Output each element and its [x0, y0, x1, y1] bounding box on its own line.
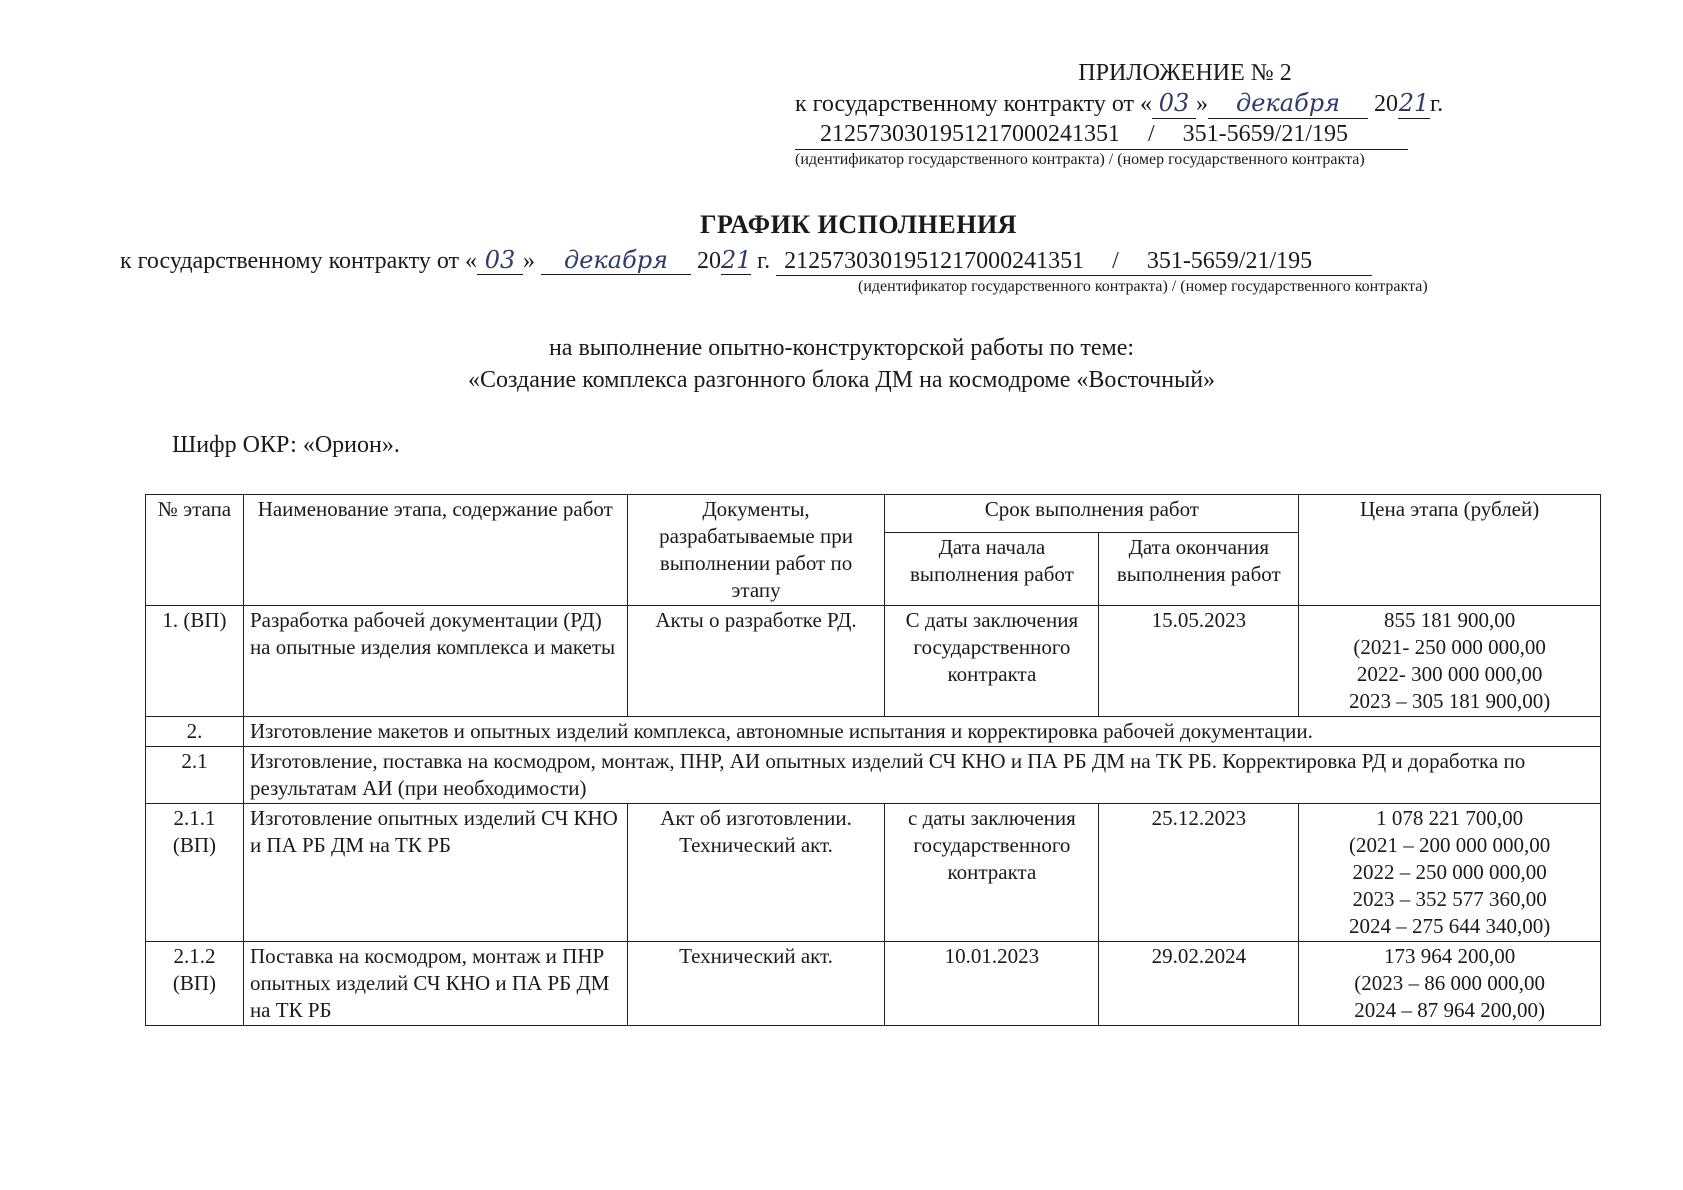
- header-price: Цена этапа (рублей): [1299, 495, 1601, 606]
- schedule-contract-id: 212573030195121700024135​1: [784, 248, 1085, 274]
- schedule-year-handwritten: 21: [721, 246, 752, 274]
- stage-end-date: 29.02.2024: [1099, 942, 1299, 1026]
- appendix-month-handwritten: декабря: [1208, 88, 1368, 119]
- schedule-contract-reference: [120, 246, 1372, 276]
- stage-end-date: 25.12.2023: [1099, 804, 1299, 942]
- okr-cipher: Шифр ОКР: «Орион».: [172, 432, 400, 458]
- schedule-separator: /: [1112, 248, 1119, 274]
- header-stage-name: Наименование этапа, содержание работ: [243, 495, 627, 606]
- schedule-contract-ids: [776, 248, 1372, 276]
- section-number: 2.: [146, 717, 244, 747]
- price-breakdown-line: (2023 – 86 000 000,00: [1354, 971, 1545, 995]
- stage-number: 1. (ВП): [146, 606, 244, 717]
- table-row: [146, 606, 1601, 717]
- price-total: 855 181 900,00: [1384, 608, 1516, 632]
- table-row: [146, 942, 1601, 1026]
- price-breakdown-line: (2021- 250 000 000,00: [1353, 635, 1546, 659]
- stage-name: Изготовление опытных изделий СЧ КНО и ПА РБ ДМ на ТК РБ: [243, 804, 627, 942]
- topic-line-2: «Создание комплекса разгонного блока ДМ на космодроме «Восточный»: [467, 367, 1216, 393]
- header-start-date: Дата начала выполнения работ: [885, 533, 1099, 606]
- stage-number: 2.1.2 (ВП): [146, 942, 244, 1026]
- topic-line-1: на выполнение опытно-конструкторской работы по теме:: [548, 335, 1135, 361]
- appendix-day-handwritten: 03: [1152, 88, 1196, 119]
- stage-name: Поставка на космодром, монтаж и ПНР опытных изделий СЧ КНО и ПА РБ ДМ на ТК РБ: [243, 942, 627, 1026]
- header-end-date: Дата окончания выполнения работ: [1099, 533, 1299, 606]
- header-term: Срок выполнения работ: [885, 495, 1299, 533]
- schedule-ids-caption: (идентификатор государственного контракта) / (номер государственного контракта): [858, 278, 1428, 295]
- price-breakdown-line: 2024 – 275 644 340,00): [1349, 914, 1551, 938]
- appendix-contract-number: 351-5659/21/195: [1182, 121, 1348, 147]
- schedule-day-handwritten: 03: [477, 246, 523, 275]
- schedule-title: ГРАФИК ИСПОЛНЕНИЯ: [700, 210, 1017, 239]
- stage-price: [1299, 942, 1601, 1026]
- appendix-contract-ids: [795, 119, 1408, 150]
- stage-name: Разработка рабочей документации (РД) на опытные изделия комплекса и макеты: [243, 606, 627, 717]
- schedule-year-unit: г.: [757, 248, 771, 274]
- header-stage-number: № этапа: [146, 495, 244, 606]
- price-breakdown-line: 2023 – 352 577 360,00: [1352, 887, 1547, 911]
- section-title: Изготовление, поставка на космодром, монтаж, ПНР, АИ опытных изделий СЧ КНО и ПА РБ ДМ на ТК РБ. Корректировка РД и доработка по результатам АИ (при необходимости): [243, 747, 1600, 804]
- table-section-row: [146, 717, 1601, 747]
- price-breakdown-line: 2022 – 250 000 000,00: [1352, 860, 1547, 884]
- stage-number: 2.1.1 (ВП): [146, 804, 244, 942]
- stage-documents: Акт об изготовлении. Технический акт.: [627, 804, 885, 942]
- stage-start-date: с даты заключения государственного контракта: [885, 804, 1099, 942]
- table-row: [146, 804, 1601, 942]
- stage-end-date: 15.05.2023: [1099, 606, 1299, 717]
- appendix-contract-reference: [795, 88, 1535, 119]
- price-breakdown-line: 2024 – 87 964 200,00): [1354, 998, 1545, 1022]
- appendix-year-unit: г.: [1430, 91, 1444, 117]
- stage-documents: Акты о разработке РД.: [627, 606, 885, 717]
- stage-price: [1299, 606, 1601, 717]
- header-documents: Документы, разрабатываемые при выполнении работ по этапу: [627, 495, 885, 606]
- appendix-separator: /: [1148, 121, 1155, 147]
- appendix-ids-caption: (идентификатор государственного контракта) / (номер государственного контракта): [795, 151, 1365, 168]
- appendix-contract-id: 212573030195121700024135​1: [820, 121, 1120, 147]
- work-topic: [0, 332, 1683, 396]
- schedule-year-prefix: 20: [697, 248, 721, 274]
- appendix-header: [795, 58, 1535, 170]
- section-number: 2.1: [146, 747, 244, 804]
- schedule-quote-close: »: [523, 248, 535, 274]
- schedule-month-handwritten: декабря: [541, 246, 691, 275]
- price-total: 1 078 221 700,00: [1376, 806, 1524, 830]
- stage-start-date: 10.01.2023: [885, 942, 1099, 1026]
- appendix-quote-close: »: [1196, 91, 1208, 117]
- appendix-title: ПРИЛОЖЕНИЕ № 2: [1078, 60, 1292, 86]
- price-breakdown-line: 2023 – 305 181 900,00): [1349, 689, 1551, 713]
- stage-price: [1299, 804, 1601, 942]
- table-section-row: [146, 747, 1601, 804]
- section-title: Изготовление макетов и опытных изделий комплекса, автономные испытания и корректировка рабочей документации.: [243, 717, 1600, 747]
- appendix-ref-prefix: к государственному контракту от «: [795, 91, 1152, 117]
- schedule-contract-number: 351-5659/21/195: [1146, 248, 1313, 274]
- table-header-row: [146, 495, 1601, 533]
- schedule-table: [145, 494, 1601, 1026]
- appendix-year-handwritten: 21: [1398, 89, 1430, 117]
- appendix-year-prefix: 20: [1374, 91, 1398, 117]
- price-breakdown-line: (2021 – 200 000 000,00: [1349, 833, 1551, 857]
- schedule-ref-prefix: к государственному контракту от «: [120, 248, 477, 274]
- price-total: 173 964 200,00: [1384, 944, 1516, 968]
- stage-start-date: С даты заключения государственного контракта: [885, 606, 1099, 717]
- stage-documents: Технический акт.: [627, 942, 885, 1026]
- price-breakdown-line: 2022- 300 000 000,00: [1356, 662, 1543, 686]
